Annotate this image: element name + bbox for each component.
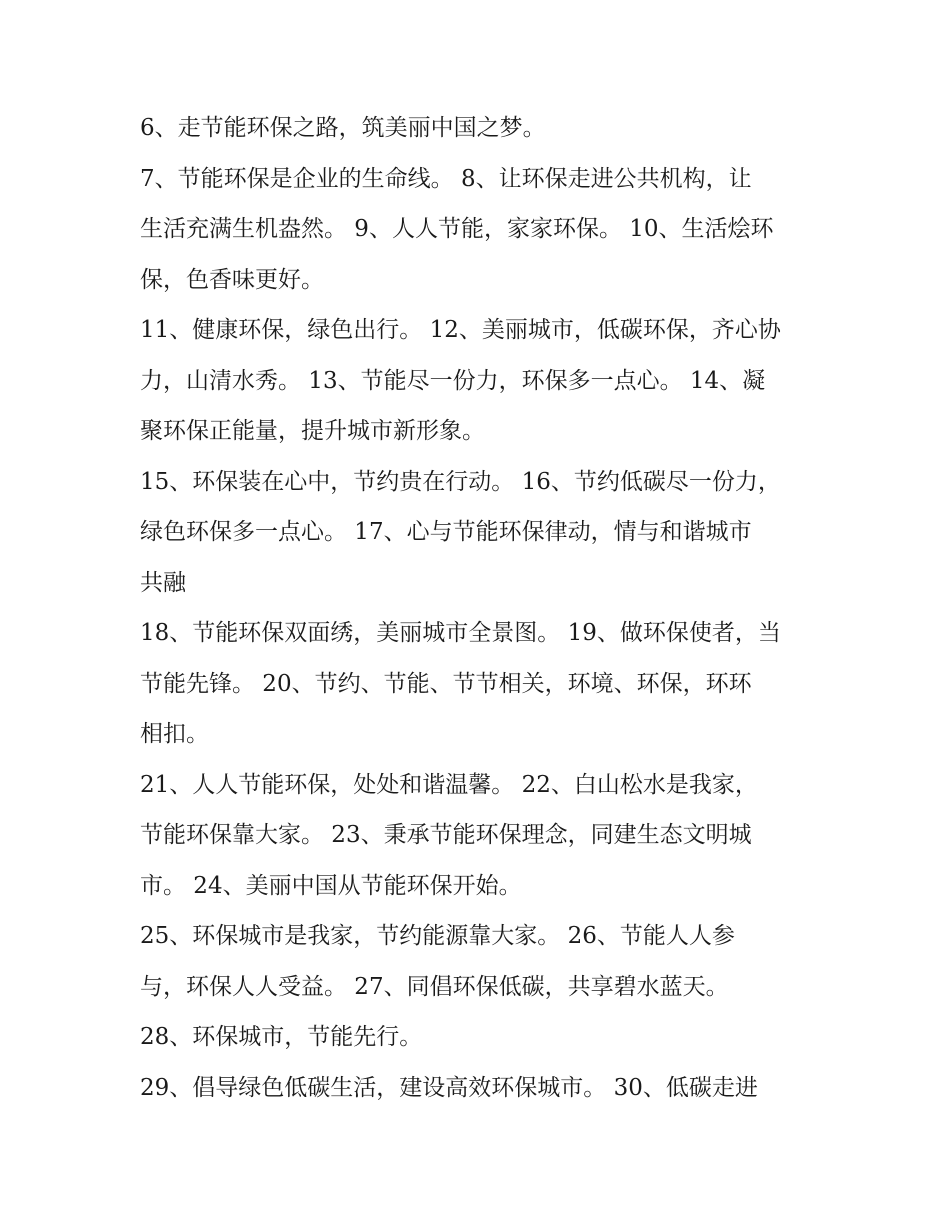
text-line: 共融 <box>140 570 186 596</box>
text-line: 6、走节能环保之路，筑美丽中国之梦。 <box>140 115 546 141</box>
text-line: 21、人人节能环保，处处和谐温馨。 22、白山松水是我家， <box>140 772 758 798</box>
text-line: 11、健康环保，绿色出行。 12、美丽城市，低碳环保，齐心协 <box>140 317 781 343</box>
text-line: 力，山清水秀。 13、节能尽一份力，环保多一点心。 14、凝 <box>140 368 766 394</box>
text-line: 29、倡导绿色低碳生活，建设高效环保城市。 30、低碳走进 <box>140 1075 758 1101</box>
text-line: 市。 24、美丽中国从节能环保开始。 <box>140 873 522 899</box>
text-line: 18、节能环保双面绣，美丽城市全景图。 19、做环保使者，当 <box>140 620 781 646</box>
text-line: 节能环保靠大家。 23、秉承节能环保理念，同建生态文明城 <box>140 822 752 848</box>
text-line: 聚环保正能量，提升城市新形象。 <box>140 418 485 444</box>
text-line: 绿色环保多一点心。 17、心与节能环保律动，情与和谐城市 <box>140 519 752 545</box>
text-line: 25、环保城市是我家，节约能源靠大家。 26、节能人人参 <box>140 923 735 949</box>
text-line: 与，环保人人受益。 27、同倡环保低碳，共享碧水蓝天。 <box>140 974 729 1000</box>
text-line: 节能先锋。 20、节约、节能、节节相关，环境、环保，环环 <box>140 671 752 697</box>
text-line: 7、节能环保是企业的生命线。 8、让环保走进公共机构，让 <box>140 166 752 192</box>
text-line: 28、环保城市，节能先行。 <box>140 1024 423 1050</box>
text-line: 相扣。 <box>140 721 209 747</box>
text-line: 15、环保装在心中，节约贵在行动。 16、节约低碳尽一份力， <box>140 469 781 495</box>
text-line: 生活充满生机盎然。 9、人人节能，家家环保。 10、生活烩环 <box>140 216 774 242</box>
text-line: 保，色香味更好。 <box>140 267 324 293</box>
